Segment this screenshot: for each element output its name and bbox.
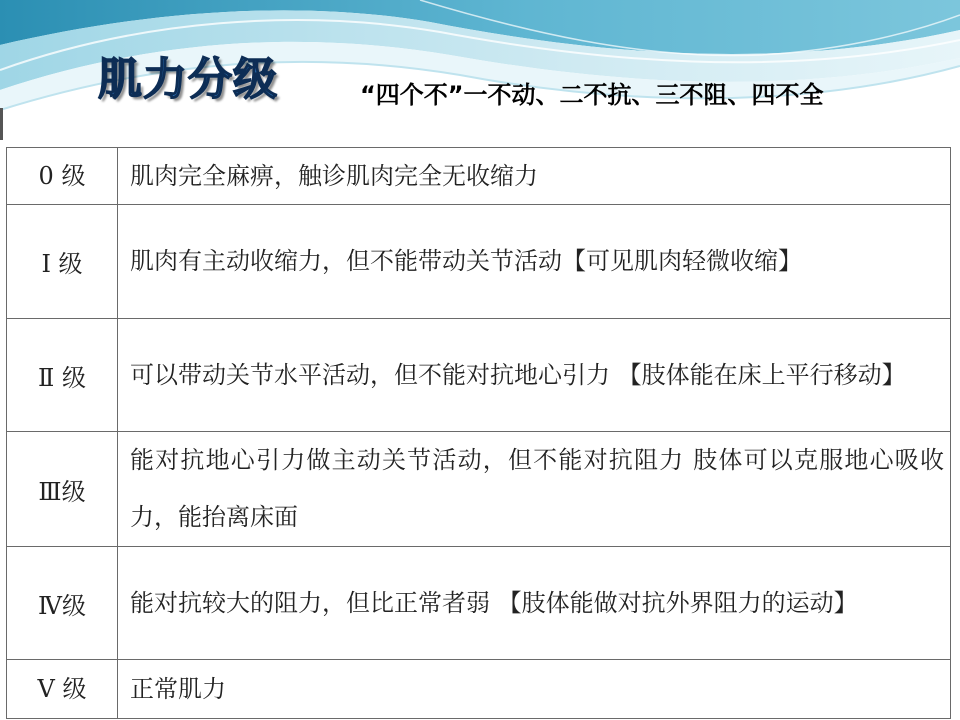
description-cell: 可以带动关节水平活动，但不能对抗地心引力 【肢体能在床上平行移动】: [118, 319, 951, 432]
grade-cell: 0 级: [7, 148, 118, 205]
grade-cell: Ⅳ级: [7, 547, 118, 660]
table-row: [7, 660, 951, 719]
muscle-strength-table: [6, 147, 950, 719]
table-row: [7, 432, 951, 547]
description-cell: 肌肉有主动收缩力，但不能带动关节活动【可见肌肉轻微收缩】: [118, 205, 951, 319]
table-row: [7, 205, 951, 319]
description-cell: 能对抗地心引力做主动关节活动，但不能对抗阻力 肢体可以克服地心吸收力，能抬离床面: [118, 432, 951, 547]
grade-cell: Ⅱ 级: [7, 319, 118, 432]
mnemonic-subtitle: “四个不”一不动、二不抗、三不阻、四不全: [360, 81, 824, 109]
grade-cell: Ⅴ 级: [7, 660, 118, 719]
grade-cell: Ⅲ级: [7, 432, 118, 547]
grade-cell: Ⅰ 级: [7, 205, 118, 319]
description-cell: 肌肉完全麻痹，触诊肌肉完全无收缩力: [118, 148, 951, 205]
description-cell: 正常肌力: [118, 660, 951, 719]
table-row: [7, 319, 951, 432]
table-row: [7, 148, 951, 205]
description-cell: 能对抗较大的阻力，但比正常者弱 【肢体能做对抗外界阻力的运动】: [118, 547, 951, 660]
table-row: [7, 547, 951, 660]
page-title: 肌力分级: [98, 54, 278, 105]
